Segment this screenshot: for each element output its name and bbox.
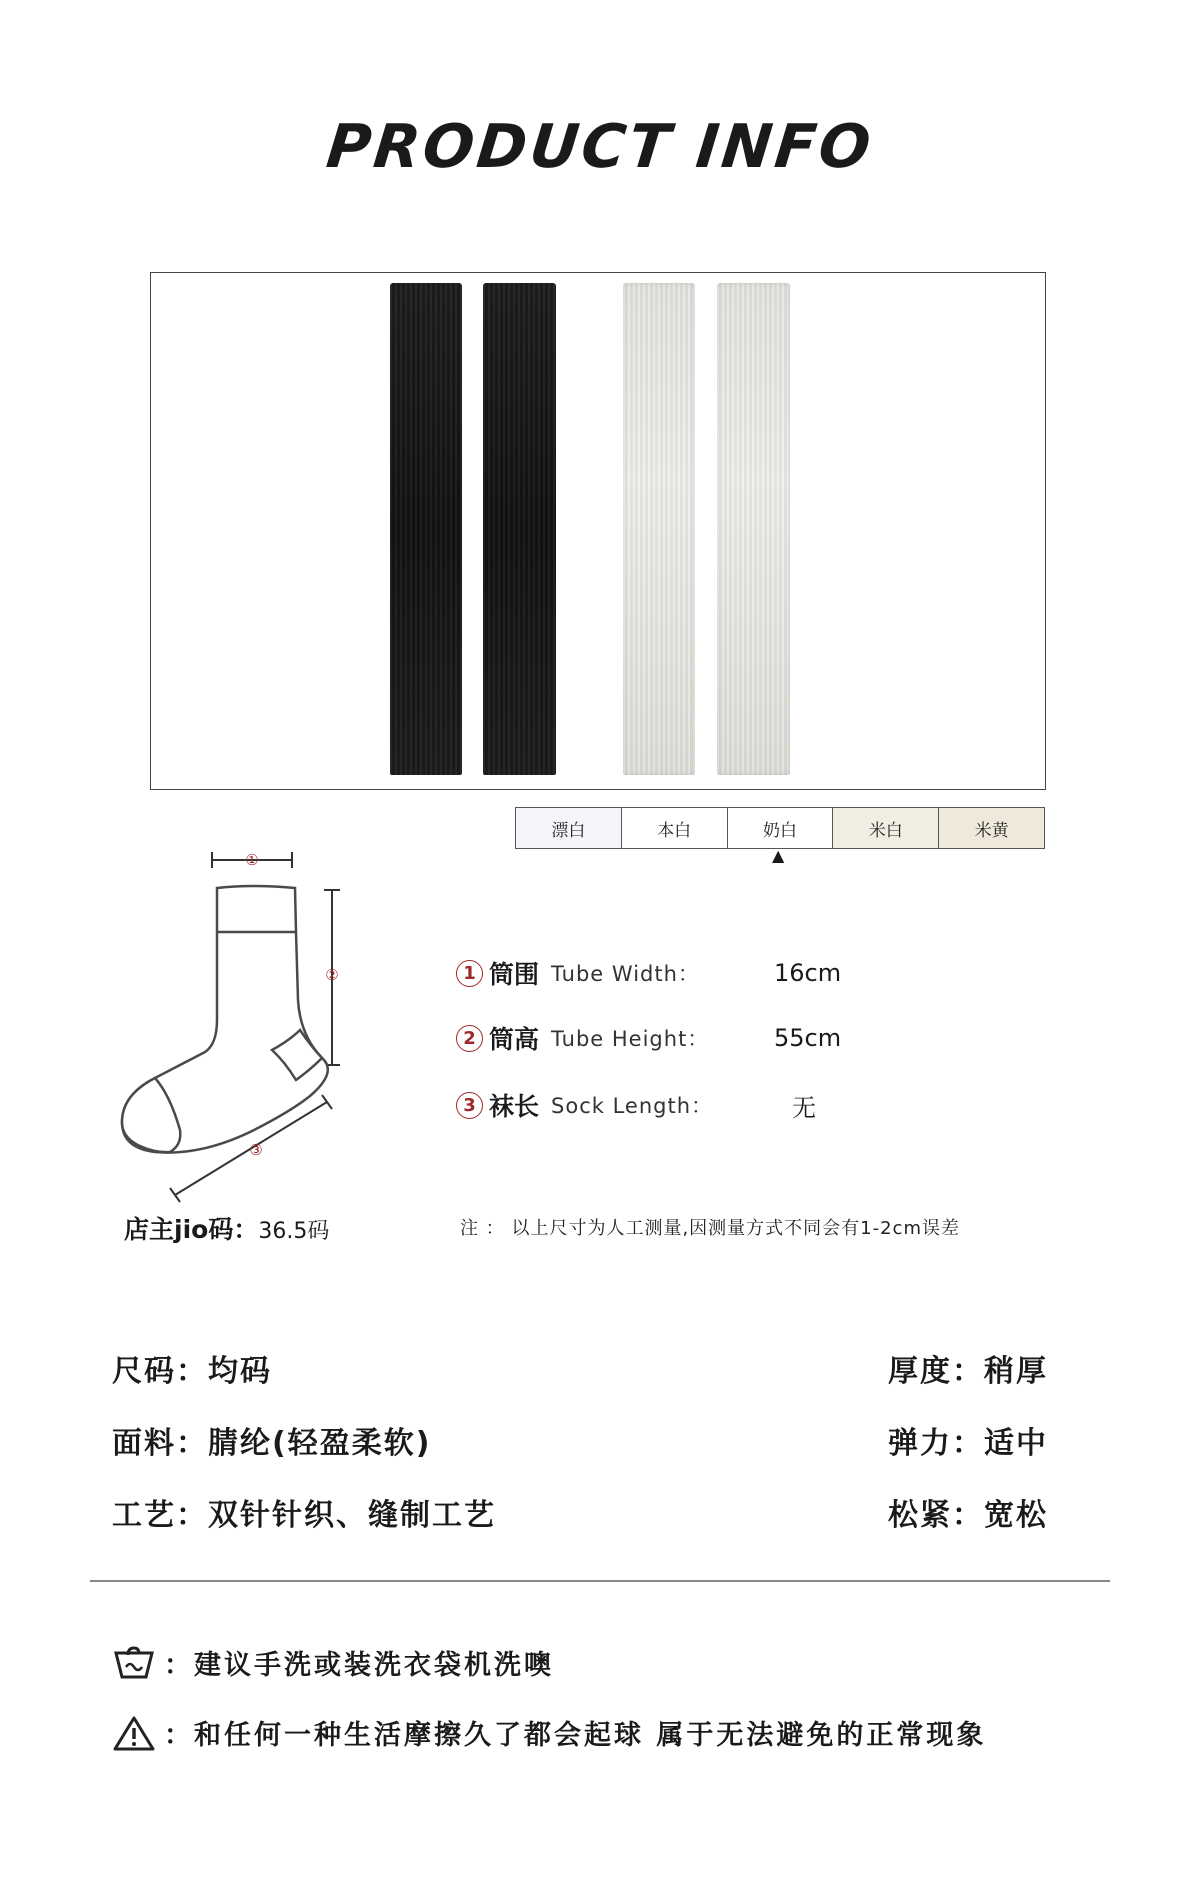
swatch-mihuang[interactable]: 米黄 bbox=[939, 808, 1044, 848]
black-leg-warmer-left bbox=[390, 283, 462, 775]
number-circle: 3 bbox=[456, 1092, 483, 1119]
swatch-naibai[interactable]: 奶白 bbox=[728, 808, 834, 848]
black-leg-warmer-right bbox=[483, 283, 556, 775]
number-circle: 2 bbox=[456, 1025, 483, 1052]
spec-tightness: 松紧：宽松 bbox=[888, 1498, 1048, 1533]
product-photo bbox=[150, 272, 1046, 790]
owner-shoe-size bbox=[124, 1210, 329, 1246]
wash-icon bbox=[112, 1645, 156, 1681]
spec-thickness: 厚度：稍厚 bbox=[888, 1354, 1048, 1389]
measure-value: 无 bbox=[792, 1093, 816, 1122]
number-circle: 1 bbox=[456, 960, 483, 987]
sock-measurement-diagram bbox=[110, 840, 370, 1220]
color-swatches bbox=[515, 807, 1045, 849]
measure-cn: 袜长 bbox=[489, 1092, 540, 1121]
measure-cn: 筒围 bbox=[489, 960, 540, 989]
swatch-piaobai[interactable]: 漂白 bbox=[516, 808, 622, 848]
measure-cn: 筒高 bbox=[489, 1025, 540, 1054]
measure-en: Tube Width： bbox=[551, 962, 700, 986]
swatch-benbai[interactable]: 本白 bbox=[622, 808, 728, 848]
measurement-note: 注 ： 以上尺寸为人工测量,因测量方式不同会有1-2cm误差 bbox=[460, 1218, 960, 1239]
white-leg-warmer-left bbox=[623, 283, 695, 775]
shoe-size-value: 36.5码 bbox=[258, 1219, 330, 1244]
page-title: PRODUCT INFO bbox=[323, 112, 877, 182]
selected-swatch-pointer: ▲ bbox=[772, 846, 785, 865]
white-leg-warmer-right bbox=[717, 283, 790, 775]
measure-sock-length bbox=[456, 1087, 816, 1123]
care-wash-text: ：建议手洗或装洗衣袋机洗噢 bbox=[164, 1650, 554, 1681]
width-label: ① bbox=[245, 851, 259, 869]
shoe-size-label: 店主jio码： bbox=[124, 1215, 259, 1244]
measure-tube-height bbox=[456, 1020, 842, 1056]
measure-tube-width bbox=[456, 955, 842, 991]
section-divider bbox=[90, 1580, 1110, 1582]
care-wash bbox=[112, 1643, 554, 1682]
spec-material: 面料：腈纶(轻盈柔软) bbox=[112, 1426, 432, 1461]
spec-size: 尺码：均码 bbox=[112, 1354, 272, 1389]
spec-elasticity: 弹力：适中 bbox=[888, 1426, 1048, 1461]
height-label: ② bbox=[325, 966, 339, 984]
measure-en: Tube Height： bbox=[551, 1027, 710, 1051]
length-label: ③ bbox=[249, 1141, 263, 1159]
measure-value: 16cm bbox=[774, 959, 842, 987]
measure-en: Sock Length： bbox=[551, 1094, 714, 1118]
measure-value: 55cm bbox=[774, 1024, 842, 1052]
care-warning bbox=[112, 1713, 986, 1752]
swatch-mibai[interactable]: 米白 bbox=[833, 808, 939, 848]
spec-craft: 工艺：双针针织、缝制工艺 bbox=[112, 1498, 496, 1533]
care-warning-text: ：和任何一种生活摩擦久了都会起球 属于无法避免的正常现象 bbox=[164, 1720, 987, 1751]
warning-icon bbox=[112, 1714, 156, 1752]
